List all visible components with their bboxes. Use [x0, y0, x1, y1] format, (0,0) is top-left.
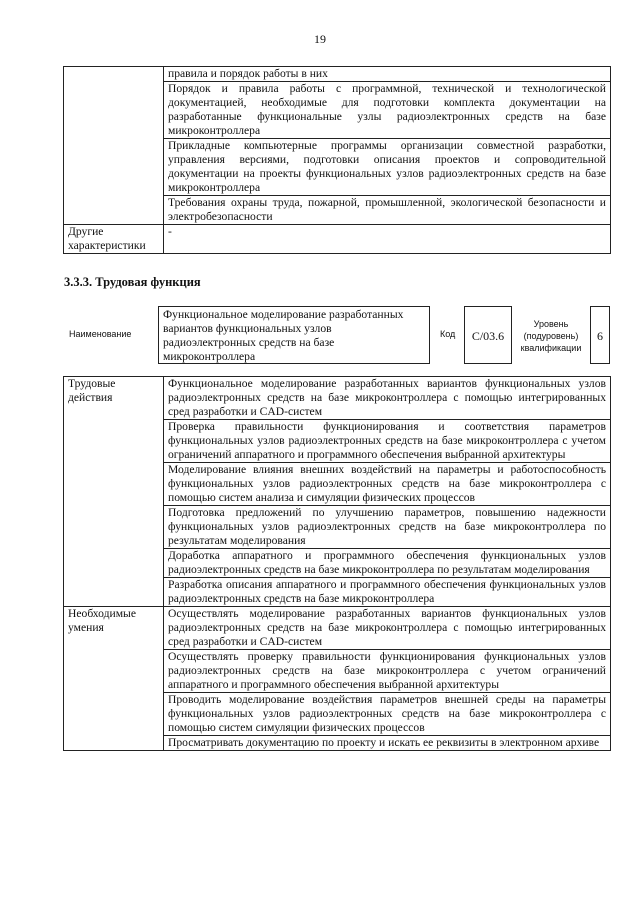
table-cell: Подготовка предложений по улучшению параметров, повышению надежности функциональных узлов радиоэлектронных средств на базе микроконтроллера по результатам моделирования [164, 506, 611, 549]
section-title: 3.3.3. Трудовая функция [64, 275, 201, 289]
table-cell: Разработка описания аппаратного и программного обеспечения функциональных узлов радиоэлектронных средств на базе микроконтроллера [164, 578, 611, 607]
name-label: Наименование [69, 329, 132, 339]
table-row [64, 67, 611, 82]
table-cell: Доработка аппаратного и программного обеспечения функциональных узлов радиоэлектронных средств на базе микроконтроллера по результатам моделирования [164, 549, 611, 578]
table-cell: Требования охраны труда, пожарной, промышленной, экологической безопасности и электробезопасности [164, 196, 611, 225]
row-label-other-characteristics: Другие характеристики [64, 225, 164, 254]
table-cell: правила и порядок работы в них [164, 67, 611, 82]
table-cell: Осуществлять проверку правильности функционирования функциональных узлов радиоэлектронных средств на базе микроконтроллера с учетом ограничений аппаратного и программного обеспечения выбранной архитектуры [164, 650, 611, 693]
table-cell: Моделирование влияния внешних воздействий на параметры и работоспособность функциональных узлов радиоэлектронных средств на базе микроконтроллера с помощью систем анализа и симуляции физических процессов [164, 463, 611, 506]
level-value: 6 [590, 306, 610, 364]
table-cell: Порядок и правила работы с программной, технической и технологической документацией, необходимые для подготовки комплекта документации на разработанные функциональные узлы радиоэлектронных средств на базе микроконтроллера [164, 82, 611, 139]
table-row [64, 607, 611, 650]
code-value: C/03.6 [464, 306, 512, 364]
function-header [63, 306, 613, 366]
level-label: Уровень (подуровень) квалификации [520, 319, 582, 353]
table-cell: - [164, 225, 611, 254]
row-label-labor-actions: Трудовые действия [64, 377, 164, 607]
table-cell: Функциональное моделирование разработанных вариантов функциональных узлов радиоэлектронных средств на базе микроконтроллера с помощью интегрированных сред разработки и CAD-систем [164, 377, 611, 420]
label-cell-empty [64, 67, 164, 225]
table-cell: Проверка правильности функционирования и соответствия параметров функциональных узлов радиоэлектронных средств на базе микроконтроллера с учетом ограничений аппаратного и программного обеспечения выбранной архитектуры [164, 420, 611, 463]
table-cell: Прикладные компьютерные программы организации совместной разработки, управления версиями, подготовки описания проектов и сопроводительной документации на проекты функциональных узлов радиоэлектронных средств на базе микроконтроллера [164, 139, 611, 196]
knowledge-table-continued [63, 66, 611, 254]
table-row [64, 225, 611, 254]
labor-function-table [63, 376, 611, 751]
table-cell: Просматривать документацию по проекту и искать ее реквизиты в электронном архиве [164, 736, 611, 751]
table-cell: Осуществлять моделирование разработанных вариантов функциональных узлов радиоэлектронных средств на базе микроконтроллера с помощью интегрированных сред разработки и CAD-систем [164, 607, 611, 650]
code-label: Код [440, 329, 456, 339]
function-name: Функциональное моделирование разработанных вариантов функциональных узлов радиоэлектронных средств на базе микроконтроллера [158, 306, 430, 364]
page-number: 19 [314, 32, 326, 46]
table-cell: Проводить моделирование воздействия параметров внешней среды на параметры функциональных узлов радиоэлектронных средств на базе микроконтроллера с помощью систем симуляции физических процессов [164, 693, 611, 736]
table-row [64, 377, 611, 420]
row-label-required-skills: Необходимые умения [64, 607, 164, 751]
